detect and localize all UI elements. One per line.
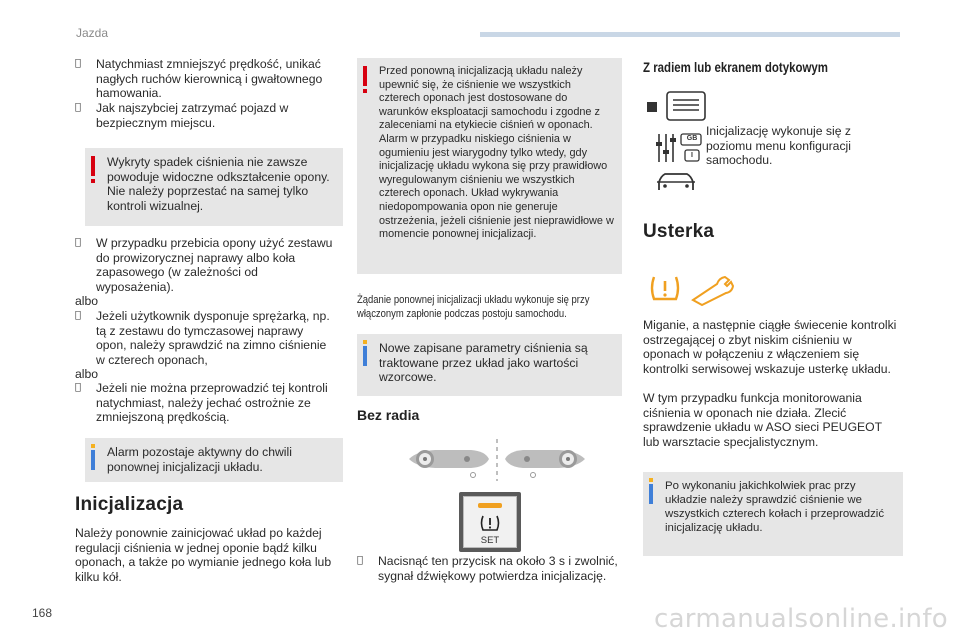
bullet-reduce-speed: Natychmiast zmniejszyć prędkość, unikać nagłych ruchów kierownicą i gwałtownego hamowania. — [96, 57, 323, 101]
warning-mark-icon — [91, 156, 95, 176]
section-title-no-radio: Bez radia — [357, 407, 420, 423]
running-header: Jazda — [76, 26, 109, 40]
info-mark-icon — [91, 450, 95, 470]
tyre-pressure-icon — [479, 514, 501, 532]
info-text: Alarm pozostaje aktywny do chwili ponownej inicjalizacji układu. — [107, 445, 292, 474]
bullet-compressor: Jeżeli użytkownik dysponuje sprężarką, np. tą z zestawu do tymczasowej naprawy opon, należy sprawdzić na zimno ciśnienie w czterech oponach, — [96, 309, 330, 367]
tyre-pressure-warning-icon — [652, 277, 678, 299]
right-dashboard-icon — [505, 450, 585, 478]
fault-warning-lamps — [647, 272, 737, 308]
warning-box-initialization — [357, 58, 622, 274]
gb-label: GB — [686, 135, 698, 142]
bullet-puncture: W przypadku przebicia opony użyć zestawu do prowizorycznej naprawy albo koła zapasowego (w zależności od wyposażenia). — [96, 236, 333, 294]
dashboard-steering-illustration — [407, 437, 587, 483]
fault-text-2: W tym przypadku funkcja monitorowania ciśnienia w oponach nie działa. Zlecić sprawdzenie układu w ASO sieci PEUGEOT lub warsztacie specjalistycznym. — [643, 391, 882, 449]
albo-2: albo — [75, 367, 99, 381]
info-mark-icon — [363, 346, 367, 366]
left-dashboard-icon — [409, 450, 489, 478]
bullet-press-button: Nacisnąć ten przycisk na około 3 s i zwolnić, sygnał dźwiękowy potwierdza inicjalizację. — [378, 554, 618, 583]
set-indicator-lamp — [478, 503, 502, 508]
info-box-alarm — [85, 438, 343, 482]
info-text: Po wykonaniu jakichkolwiek prac przy układzie należy sprawdzić ciśnienie we wszystkich czterech kołach i przeprowadzić inicjalizację układu. — [665, 480, 885, 534]
warning-text: Wykryty spadek ciśnienia nie zawsze powoduje widoczne odkształcenie opony. Nie należy poprzestać na samej tylko kontroli wizualnej. — [107, 155, 330, 213]
info-box-new-parameters — [357, 334, 622, 396]
i-label: I — [691, 152, 693, 159]
set-button[interactable] — [463, 496, 517, 548]
service-wrench-icon — [693, 277, 733, 305]
warning-mark-icon — [363, 66, 367, 86]
info-box-after-work — [643, 472, 903, 556]
initialization-caption: Żądanie ponownej inicjalizacji układu wykonuje się przy włączonym zapłonie podczas postoju samochodu. — [357, 294, 590, 320]
section-title-fault: Usterka — [643, 221, 715, 242]
section-title-initialization: Inicjalizacja — [75, 494, 184, 515]
info-text: Nowe zapisane parametry ciśnienia są traktowane przez układ jako wartości wzorcowe. — [379, 341, 588, 385]
warning-box-visual-check — [85, 148, 343, 226]
bullet-stop-vehicle: Jak najszybciej zatrzymać pojazd w bezpiecznym miejscu. — [96, 101, 289, 130]
bullet-drive-carefully: Jeżeli nie można przeprowadzić tej kontroli natychmiast, należy jechać ostrożnie ze zmniejszoną prędkością. — [96, 381, 328, 425]
warning-text: Przed ponowną inicjalizacją układu należy upewnić się, że ciśnienie we wszystkich czterech oponach jest dostosowane do warunków eksploatacji samochodu i zgodne z zaleceniami na etykiecie ciśnień w oponach. Alarm w przypadku niskiego ciśnienia w ogumieniu jest wiarygodny tylko wtedy, gdy inicjalizację układu wykona się przy prawidłowo wyregulowanym ciśnieniu we wszystkich czterech oponach. Układ wykrywania niedopompowania opon nie generuje ostrzeżenia, jeżeli ciśnienie jest nieprawidłowe w momencie ponownej inicjalizacji. — [379, 65, 614, 241]
info-mark-icon — [649, 484, 653, 504]
fault-text-1: Miganie, a następnie ciągłe świecenie kontrolki ostrzegającej o zbyt niskim ciśnieniu w oponach w połączeniu z włączeniem się kontrolki serwisowej wskazuje usterkę układu. — [643, 318, 897, 376]
header-bar — [480, 32, 900, 37]
page-number: 168 — [32, 606, 53, 620]
screen-menu-icon — [647, 92, 705, 120]
set-label: SET — [480, 535, 500, 546]
watermark: carmanualsonline.info — [653, 604, 948, 634]
initialization-text: Należy ponownie zainicjować układ po każdej regulacji ciśnienia w jednej oponie bądź kilku oponach, a także po wymianie jednego koła lub kilku kół. — [75, 526, 332, 584]
config-menu-text: Inicjalizację wykonuje się z poziomu menu konfiguracji samochodu. — [706, 124, 851, 168]
config-icons-illustration — [643, 90, 707, 200]
albo-1: albo — [75, 294, 99, 308]
section-title-with-radio: Z radiem lub ekranem dotykowym — [643, 59, 829, 75]
set-button-panel — [459, 492, 521, 552]
car-icon — [657, 174, 695, 190]
